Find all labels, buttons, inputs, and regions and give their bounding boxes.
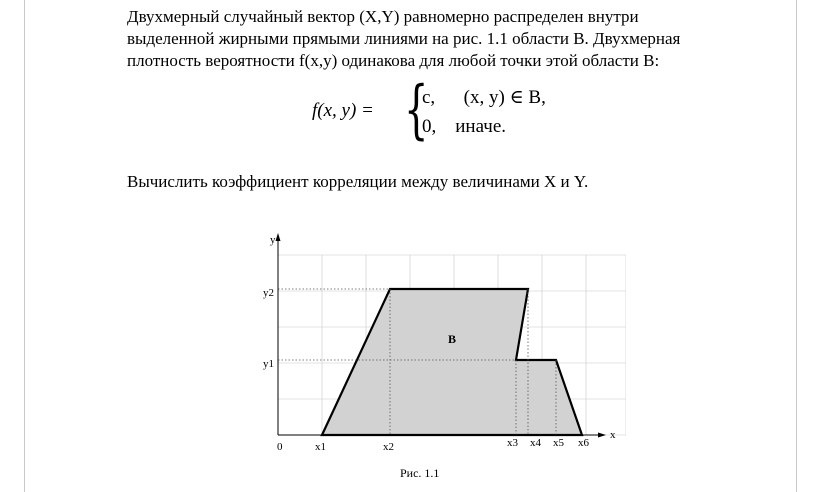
y-axis-arrow — [276, 233, 281, 241]
formula-brace: { — [404, 73, 429, 147]
problem-line-3: плотность вероятности f(x,y) одинакова для любой точки этой области B: — [127, 51, 660, 70]
figure-region-b — [256, 227, 626, 467]
page-edge-right — [796, 0, 797, 492]
problem-statement — [127, 6, 755, 72]
tick-label-x2: x2 — [383, 441, 394, 453]
tick-label-x4: x4 — [530, 437, 541, 449]
x-axis-arrow — [598, 433, 606, 438]
region-b-shape — [322, 289, 582, 435]
tick-label-x5: x5 — [553, 437, 564, 449]
question-text: Вычислить коэффициент корреляции между величинами X и Y. — [127, 172, 589, 191]
region-label-b: B — [448, 332, 457, 346]
tick-label-y2: y2 — [263, 287, 274, 299]
origin-label: 0 — [277, 441, 283, 453]
page-edge-left — [24, 0, 25, 492]
axis-x-label: x — [610, 429, 616, 441]
axis-y-label: y — [270, 234, 276, 246]
problem-line-2: выделенной жирными прямыми линиями на рис. 1.1 области B. Двухмерная — [127, 29, 681, 48]
formula-lhs: f(x, y) = — [312, 100, 374, 121]
tick-label-x1: x1 — [315, 441, 326, 453]
tick-label-y1: y1 — [263, 358, 274, 370]
tick-label-x6: x6 — [578, 437, 589, 449]
problem-line-1: Двухмерный случайный вектор (X,Y) равномерно распределен внутри — [127, 7, 639, 26]
formula-case-2: 0, иначе. — [422, 116, 506, 137]
tick-label-x3: x3 — [507, 437, 518, 449]
formula-case-1: c, (x, y) ∈ B, — [422, 87, 546, 108]
density-formula — [312, 73, 572, 150]
figure-caption: Рис. 1.1 — [400, 466, 440, 480]
